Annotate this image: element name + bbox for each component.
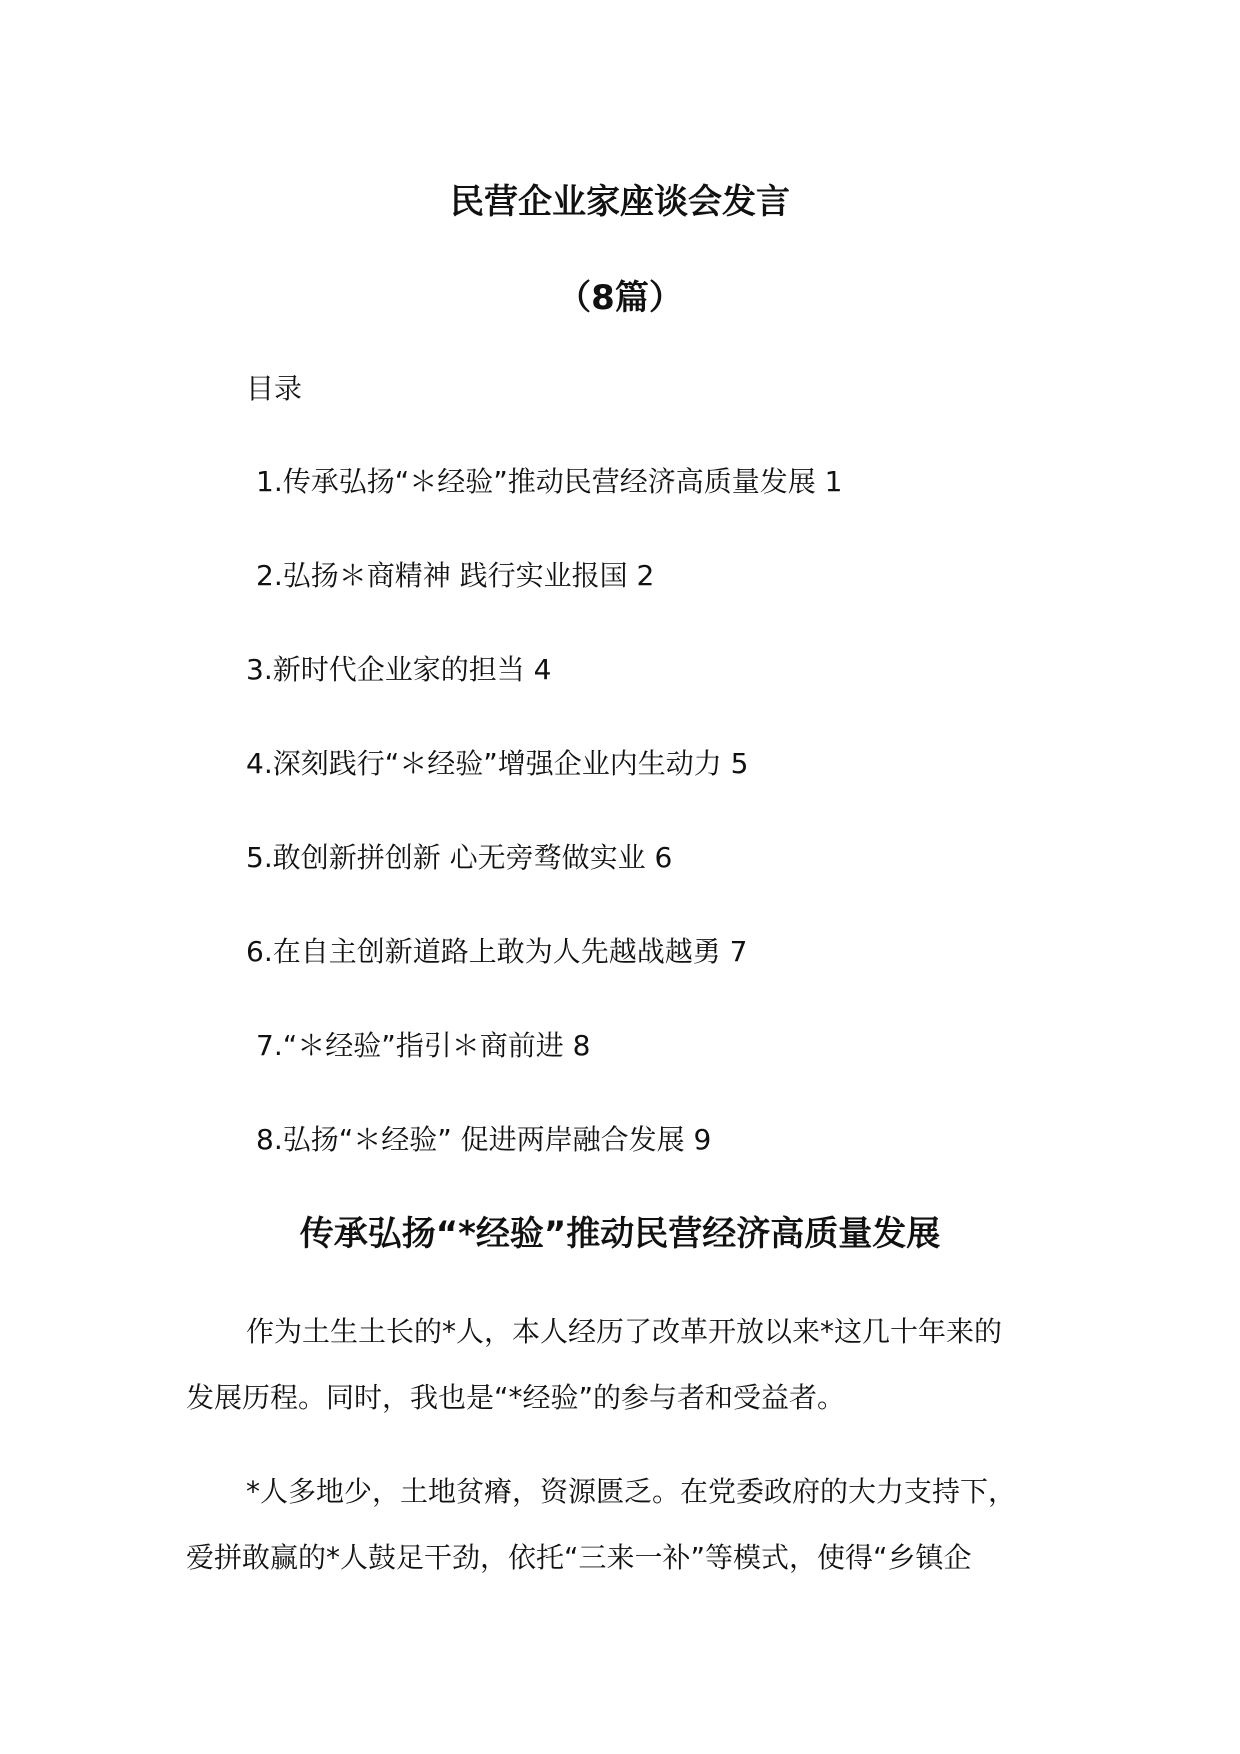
toc-item-8[interactable]: 8.弘扬“＊经验” 促进两岸融合发展 9 <box>256 1123 712 1156</box>
toc-item-2[interactable]: 2.弘扬＊商精神 践行实业报国 2 <box>256 559 655 592</box>
paragraph-2-line-2: 爱拼敢赢的*人鼓足干劲，依托“三来一补”等模式，使得“乡镇企 <box>186 1541 972 1574</box>
toc-item-6[interactable]: 6.在自主创新道路上敢为人先越战越勇 7 <box>246 935 748 968</box>
toc-item-5[interactable]: 5.敢创新拼创新 心无旁骛做实业 6 <box>246 841 673 874</box>
toc-item-4[interactable]: 4.深刻践行“＊经验”增强企业内生动力 5 <box>246 747 749 780</box>
paragraph-1-line-2: 发展历程。同时，我也是“*经验”的参与者和受益者。 <box>186 1381 846 1414</box>
toc-item-7[interactable]: 7.“＊经验”指引＊商前进 8 <box>256 1029 591 1062</box>
document-title: 民营企业家座谈会发言 <box>450 182 790 222</box>
document-subtitle: （8篇） <box>557 278 683 318</box>
toc-item-3[interactable]: 3.新时代企业家的担当 4 <box>246 653 552 686</box>
toc-item-1[interactable]: 1.传承弘扬“＊经验”推动民营经济高质量发展 1 <box>256 465 843 498</box>
paragraph-1-line-1: 作为土生土长的*人，本人经历了改革开放以来*这几十年来的 <box>246 1315 1003 1348</box>
paragraph-2-line-1: *人多地少，土地贫瘠，资源匮乏。在党委政府的大力支持下， <box>246 1475 1017 1508</box>
section-title: 传承弘扬“*经验”推动民营经济高质量发展 <box>299 1214 941 1254</box>
toc-heading: 目录 <box>246 372 303 405</box>
